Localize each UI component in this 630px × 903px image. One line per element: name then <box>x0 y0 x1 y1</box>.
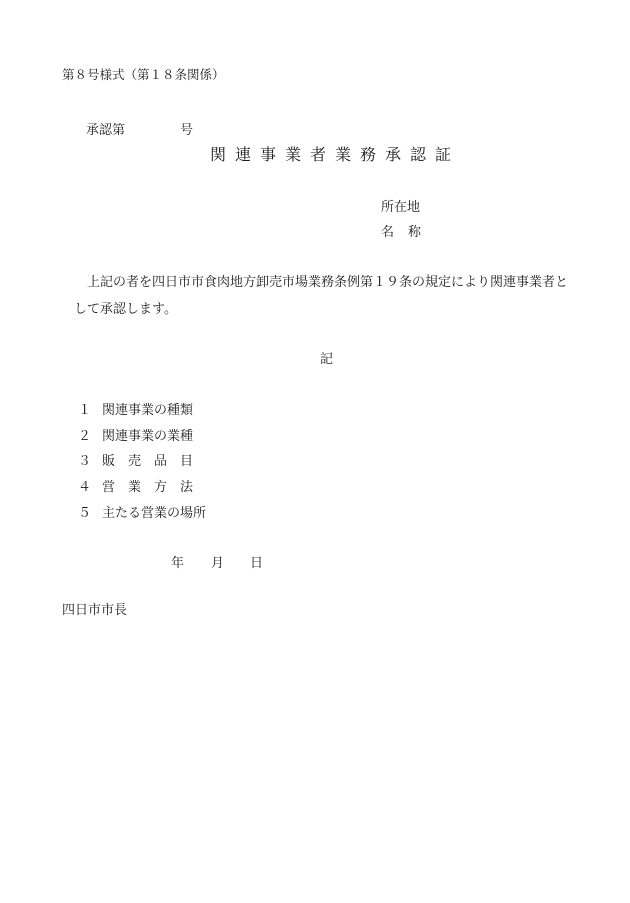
body-text-line-1: 上記の者を四日市市食肉地方卸売市場業務条例第１９条の規定により関連事業者と <box>87 275 569 290</box>
address-label: 所在地 <box>381 200 421 215</box>
document-title: 関連事業者業務承認証 <box>210 145 461 164</box>
list-item-label: 関連事業の業種 <box>102 429 194 444</box>
body-text-line-2: して承認します。 <box>74 302 177 317</box>
list-item-label: 営業方法 <box>102 480 207 495</box>
date-month-label: 月 <box>211 556 225 571</box>
list-item-label: 販売品目 <box>102 454 207 469</box>
date-year-label: 年 <box>171 556 185 571</box>
list-item-number: １ <box>78 403 92 418</box>
list-item-number: ３ <box>78 454 92 469</box>
name-label: 名称 <box>381 225 436 240</box>
list-item <box>78 455 206 468</box>
list-item <box>78 404 193 417</box>
list-item <box>78 430 193 443</box>
ki-heading: 記 <box>320 352 334 367</box>
list-item <box>78 481 206 494</box>
date-day-label: 日 <box>250 556 264 571</box>
list-item <box>78 507 206 520</box>
list-item-label: 関連事業の種類 <box>102 403 194 418</box>
list-item-label: 主たる営業の場所 <box>102 506 207 521</box>
list-item-number: ５ <box>78 506 92 521</box>
issuer-name: 四日市市長 <box>62 603 128 618</box>
approval-number-prefix: 承認第 <box>86 123 126 138</box>
approval-number-suffix: 号 <box>180 123 194 138</box>
form-number-label: 第８号様式（第１８条関係） <box>62 67 225 82</box>
list-item-number: ２ <box>78 429 92 444</box>
list-item-number: ４ <box>78 480 92 495</box>
